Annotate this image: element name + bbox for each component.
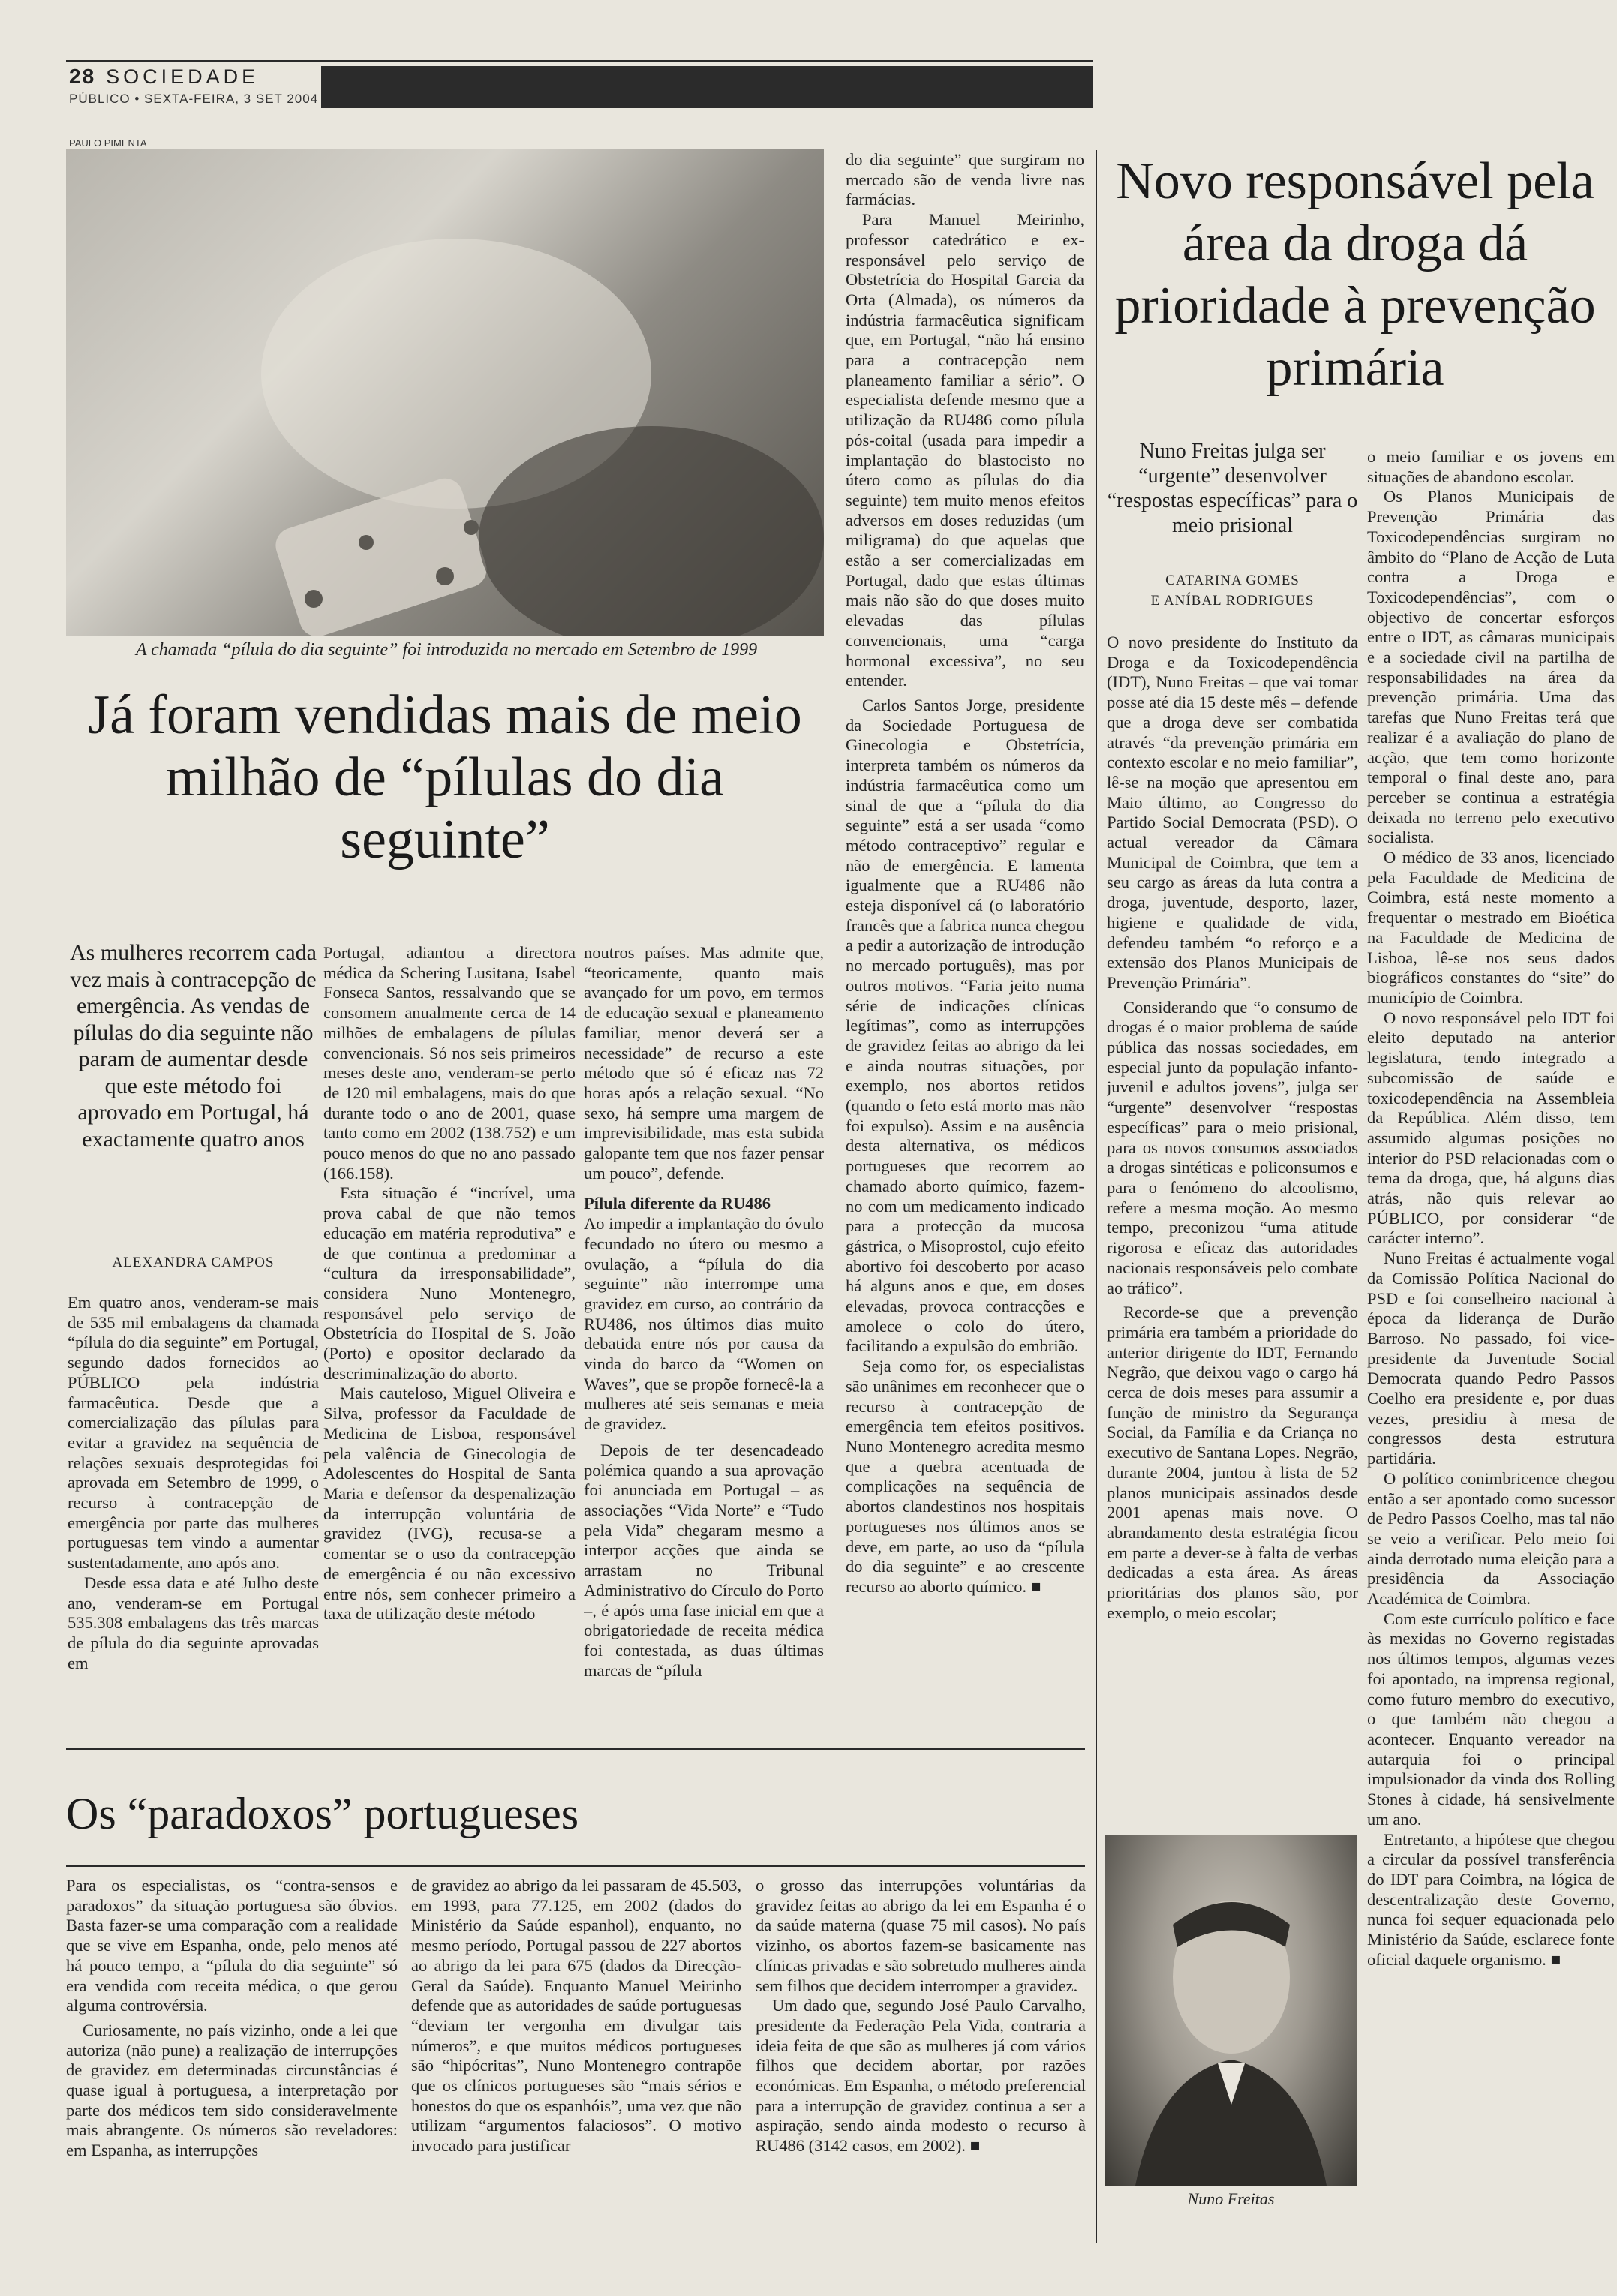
side-divider (1096, 150, 1097, 2243)
main-col2-paragraph-3: Mais cauteloso, Miguel Oliveira e Silva, professor da Faculdade de Medicina de Lisboa, responsável pela valência de Ginecologia de Adolescentes do Hospital de Santa Maria e defensor da despenalização da interrupção voluntária de gravidez (IVG), recusa-se a comentar se o uso da contracepção de emergência é ou não excessivo entre nós, sem conhecer primeiro a taxa de utilização deste método (323, 1384, 576, 1624)
main-col1-paragraph: Em quatro anos, venderam-se mais de 535 mil embalagens da chamada “pílula do dia seguinte” em Portugal, segundo dados fornecidos ao PÚBLICO pela indústria farmacêutica. Desde que a comercialização das pílulas para evitar a gravidez na sequência de relações sexuais desprotegidas foi aprovada em Setembro de 1999, o recurso à contracepção de emergência por parte das mulheres portuguesas tem vindo a aumentar sustentadamente, ano após ano. (68, 1293, 319, 1573)
box-column-3 (756, 1876, 1086, 2228)
side-column-2 (1367, 447, 1615, 2248)
box-column-1 (66, 1876, 398, 2228)
side-byline-1: CATARINA GOMES (1165, 572, 1300, 588)
header-black-bar (321, 66, 1093, 108)
main-column-2 (323, 943, 576, 1734)
box-col1-paragraph: Para os especialistas, os “contra-sensos e paradoxos” da situação portuguesa são óbvios. Basta fazer-se uma comparação com a realidade que se vive em Espanha, onde, pelo menos até há pouco tempo, a “pílula do dia seguinte” só era vendida com receita médica, o que gerou alguma controvérsia. (66, 1876, 398, 2015)
side-col2-paragraph: o meio familiar e os jovens em situações de abandono escolar. (1367, 447, 1615, 486)
main-column-3 (584, 943, 824, 1734)
box-col3-paragraph-2: Um dado que, segundo José Paulo Carvalho, presidente da Federação Pela Vida, contraria a ideia feita de que são as mulheres já com vários filhos que decidem abortar, por razões económicas. Em Espanha, o método preferencial para a interrupção de gravidez continua a ser a aspiração, sendo ainda modesto o recurso à RU486 (3142 casos, em 2002). ■ (756, 1996, 1086, 2156)
side-lead: Nuno Freitas julga ser “urgente” desenvolver “respostas específicas” para o meio prisional (1107, 440, 1358, 537)
side-col2-paragraph-6: O político conimbricence chegou então a ser apontado como sucessor de Pedro Passos Coelho, mas tal não se veio a verificar. Pelo meio foi ainda derrotado numa eleição para a presidência da Associação Académica de Coimbra. (1367, 1468, 1615, 1609)
header-top-rule (66, 60, 1093, 62)
main-col3-paragraph-2: Ao impedir a implantação do óvulo fecundado no útero ou mesmo a ovulação, a “pílula do dia seguinte” não interrompe uma gravidez em curso, ao contrário da RU486, nos últimos dias muito debatida entre nós por causa da vinda do barco da “Women on Waves”, que se propõe fornecê-la a mulheres até seis semanas e meia de gravidez. (584, 1214, 824, 1434)
portrait-caption: Nuno Freitas (1187, 2189, 1275, 2208)
box-col2-paragraph: de gravidez ao abrigo da lei passaram de 45.503, em 1993, para 77.125, em 2002 (dados do Ministério da Saúde espanhol), enquanto, no mesmo período, Portugal passou de 227 abortos ao abrigo da lei para 675 (dados da Direcção-Geral da Saúde). Enquanto Manuel Meirinho defende que as autoridades de saúde portuguesas “deviam ter vergonha em divulgar tais números”, e que muitos médicos portugueses são “hipócritas”, Nuno Montenegro contrapõe que os clínicos portugueses são “mais sérios e honestos do que os espanhóis”, uma vez que não utilizam “argumentos falaciosos”. O motivo invocado para justificar (411, 1876, 741, 2156)
pill-in-hands-illustration (66, 149, 824, 636)
main-photo (66, 149, 824, 636)
main-column-4 (846, 150, 1084, 1745)
main-column-1 (68, 1293, 319, 1734)
main-col3-paragraph: noutros países. Mas admite que, “teoricamente, quanto mais avançado for um povo, em termos de educação sexual e planeamento familiar, menor deverá ser a necessidade” de recurso a este método que só é eficaz nas 72 horas após a relação sexual. “No sexo, há sempre uma margem de imprevisibilidade, mas esta subida galopante tem que nos fazer pensar um pouco”, defende. (584, 943, 824, 1183)
main-headline: Já foram vendidas mais de meio milhão de “pílulas do dia seguinte” (88, 684, 802, 870)
side-column-1 (1107, 633, 1358, 1842)
box-top-rule (66, 1748, 1085, 1750)
main-col4-paragraph-4: Seja como for, os especialistas são unânimes em reconhecer que o recurso à contracepção de emergência tem efeitos positivos. Nuno Montenegro acredita mesmo que a quebra acentuada de complicações na sequência de abortos clandestinos nos hospitais portugueses nos últimos anos se deve, em parte, ao uso da “pílula do dia seguinte” e ao crescente recurso ao aborto químico. ■ (846, 1357, 1084, 1596)
main-col2-paragraph: Portugal, adiantou a directora médica da Schering Lusitana, Isabel Fonseca Santos, ressalvando que se consomem anualmente cerca de 14 milhões de embalagens de pílulas convencionais. Só nos seis primeiros meses deste ano, venderam-se perto de 120 mil embalagens, mais do que durante todo o ano de 2001, quase tanto como em 2002 (138.752) e um pouco menos do que no ano passado (166.158). (323, 943, 576, 1183)
side-col2-paragraph-5: Nuno Freitas é actualmente vogal da Comissão Política Nacional do PSD e foi conselheiro nacional à época da liderança de Durão Barroso. No passado, foi vice-presidente da Juventude Social Democrata quando Pedro Passos Coelho era presidente e, por duas vezes, presidiu à mesa de congressos desta estrutura partidária. (1367, 1249, 1615, 1468)
main-col3-paragraph-3: Depois de ter desencadeado polémica quando a sua aprovação foi anunciada em Portugal – as associações “Vida Norte” e “Tudo pela Vida” chegaram mesmo a interpor acções que ainda se arrastam no Tribunal Administrativo do Círculo do Porto –, é após uma fase inicial em que a obrigatoriedade de receita médica foi contestada, as duas últimas marcas de “pílula (584, 1440, 824, 1680)
side-col2-paragraph-4: O novo responsável pelo IDT foi eleito deputado na anterior legislatura, tendo integrado a subcomissão de saúde e toxicodependência na Assembleia da República. Além disso, tem assumido algumas posições no interior do PSD relacionadas com o tema da droga, que, há alguns dias atrás, não quis relevar ao PÚBLICO, por considerar “de carácter interno”. (1367, 1008, 1615, 1248)
side-col1-paragraph: O novo presidente do Instituto da Droga e da Toxicodependência (IDT), Nuno Freitas – que vai tomar posse até dia 15 deste mês – defende que a droga deve ser combatida através “da prevenção primária em contexto escolar e no meio familiar”, lê-se na moção que apresentou em Maio último, ao Congresso do Partido Social Democrata (PSD). O actual vereador da Câmara Municipal de Coimbra, que tem a seu cargo as áreas da luta contra a droga, juventude, desporto, lazer, higiene e qualidade de vida, defendeu também “o reforço e a extensão dos Planos Municipais de Prevenção Primária”. (1107, 633, 1358, 992)
box-headline: Os “paradoxos” portugueses (66, 1789, 579, 1838)
side-col1-paragraph-2: Considerando que “o consumo de drogas é o maior problema de saúde pública das nossas sociedades, em especial junto da população infanto-juvenil e adultos jovens”, julga ser “urgente” desenvolver “respostas específicas” para o meio prisional, para os novos consumos associados a drogas sintéticas e policonsumos e para o fenómeno do alcoolismo, refere a mesma moção. Ao mesmo tempo, preconizou “uma atitude rigorosa e eficaz das autoridades nacionais responsáveis pelo combate ao tráfico”. (1107, 997, 1358, 1297)
main-lead: As mulheres recorrem cada vez mais à contracepção de emergência. As vendas de pílulas do dia seguinte não param de aumentar desde que este método foi aprovado em Portugal, há exactamente quatro anos (69, 940, 317, 1152)
side-col2-paragraph-3: O médico de 33 anos, licenciado pela Faculdade de Medicina de Coimbra, está neste momento a frequentar o mestrado em Bioética na Faculdade de Medicina de Lisboa, lê-se nos seus dados biográficos constantes do “site” do município de Coimbra. (1367, 848, 1615, 1007)
main-col1-paragraph-2: Desde essa data e até Julho deste ano, venderam-se em Portugal 535.308 embalagens das três marcas de pílula do dia seguinte aprovadas em (68, 1573, 319, 1672)
dateline: PÚBLICO • SEXTA-FEIRA, 3 SET 2004 (69, 92, 319, 106)
main-col3-subhead: Pílula diferente da RU486 (584, 1194, 771, 1213)
side-headline: Novo responsável pela área da droga dá prioridade à prevenção primária (1114, 152, 1596, 397)
side-col2-paragraph-2: Os Planos Municipais de Prevenção Primária das Toxicodependências surgiram no âmbito do “Plano de Acção de Luta contra a Droga e Toxicodependências”, com o objectivo de concertar esforços entre o IDT, as câmaras municipais e a sociedade civil na partilha de responsabilidades na área da prevenção primária. Uma das tarefas que Nuno Freitas terá que realizar é a avaliação do plano de acção, que tem como horizonte temporal o final deste ano, para perceber se continua a estratégia deixada no terreno pelo executivo socialista. (1367, 487, 1615, 847)
side-byline-2: E ANÍBAL RODRIGUES (1150, 593, 1315, 609)
portrait-photo (1105, 1835, 1357, 2186)
section-label (69, 65, 259, 89)
portrait-silhouette (1105, 1835, 1357, 2186)
side-col2-paragraph-7: Com este currículo político e face às mexidas no Governo registadas nos últimos tempos, algumas vezes foi apontado, na imprensa regional, como futuro membro do executivo, o que também não chegou a acontecer. Enquanto vereador na autarquia foi o principal impulsionador da vinda dos Rolling Stones à cidade, há sensivelmente um ano. (1367, 1609, 1615, 1829)
main-col4-paragraph-2: Para Manuel Meirinho, professor catedrático e ex-responsável pelo serviço de Obstetrícia do Hospital Garcia da Orta (Almada), os números da indústria farmacêutica significam que, em Portugal, “não há ensino para a contracepção nem planeamento familiar a sério”. O especialista defende mesmo que a utilização da RU486 como pílula pós-coital (usada para impedir a implantação do blastocisto no útero como as pílulas do dia seguinte) tem muito menos efeitos adversos em doses reduzidas (um miligrama) do que aquelas que estão a ser comercializadas em Portugal, dado que estas últimas mais não são do que doses muito elevadas das pílulas convencionais, uma “carga hormonal excessiva”, no seu entender. (846, 210, 1084, 690)
photo-credit: PAULO PIMENTA (69, 137, 147, 149)
main-col4-paragraph-3: Carlos Santos Jorge, presidente da Sociedade Portuguesa de Ginecologia e Obstetrícia, interpreta também os números da indústria farmacêutica como um sinal de que a “pílula do dia seguinte” está a ser usada “como método contraceptivo” regular e não de emergência. E lamenta igualmente que a RU486 não esteja disponível cá (o laboratório francês que a fabrica nunca chegou a pedir a autorização de introdução no mercado português), mas por outros motivos. “Faria jeito numa série de indicações clínicas legítimas”, como as interrupções de gravidez feitas ao abrigo da lei e ainda noutras situações, por exemplo, nos abortos retidos (quando o feto está morto mas não foi expulso). Assim e na ausência desta alternativa, os médicos portugueses que recorrem ao chamado aborto químico, fazem-no com um medicamento indicado para a protecção da mucosa gástrica, o Misoprostol, cujo efeito abortivo foi descoberto por acaso há alguns anos e que, em doses elevadas, provoca contracções e amolece o colo do útero, facilitando a expulsão do embrião. (846, 695, 1084, 1356)
main-col4-paragraph: do dia seguinte” que surgiram no mercado são de venda livre nas farmácias. (846, 150, 1084, 209)
side-col2-paragraph-8: Entretanto, a hipótese que chegou a circular da possível transferência do IDT para Coimbra, na lógica de descentralização deste Governo, nunca foi sequer equacionada pelo Ministério da Saúde, esclarece fonte oficial daquele organismo. ■ (1367, 1829, 1615, 1969)
box-col3-paragraph: o grosso das interrupções voluntárias da gravidez feitas ao abrigo da lei em Espanha é o da saúde materna (quase 75 mil casos). No país vizinho, os abortos fazem-se basicamente nas clínicas privadas e são sobretudo mulheres ainda sem filhos que decidem interromper a gravidez. (756, 1876, 1086, 1995)
section-name: SOCIEDADE (106, 65, 260, 88)
box-headline-rule (66, 1865, 1085, 1867)
side-col1-paragraph-3: Recorde-se que a prevenção primária era também a prioridade do anterior dirigente do IDT, Fernando Negrão, que deixou vago o cargo há cerca de dois meses para assumir a função de ministro da Segurança Social, da Família e da Criança no executivo de Santana Lopes. Negrão, durante 2004, juntou à lista de 52 planos municipais assinados desde 2001 apenas mais nove. O abrandamento desta estratégia ficou em parte a dever-se à falta de verbas dedicadas a esta área. As áreas prioritárias dos planos são, por exemplo, o meio escolar; (1107, 1303, 1358, 1622)
main-col2-paragraph-2: Esta situação é “incrível, uma prova cabal de que não temos educação em matéria reprodutiva” e de que continua a predominar a “cultura da irresponsabilidade”, considera Nuno Montenegro, responsável pelo serviço de Obstetrícia do Hospital de S. João (Porto) e opositor declarado da descriminalização do aborto. (323, 1183, 576, 1383)
page-number: 28 (69, 65, 96, 88)
photo-caption: A chamada “pílula do dia seguinte” foi introduzida no mercado em Setembro de 1999 (135, 640, 758, 660)
box-col1-paragraph-2: Curiosamente, no país vizinho, onde a lei que autoriza (não pune) a realização de interrupções de gravidez em determinadas circunstâncias é quase igual à portuguesa, a interpretação por parte dos médicos tem sido consideravelmente mais abrangente. Os números são reveladores: em Espanha, as interrupções (66, 2020, 398, 2160)
main-byline: ALEXANDRA CAMPOS (112, 1255, 275, 1270)
box-column-2 (411, 1876, 741, 2228)
